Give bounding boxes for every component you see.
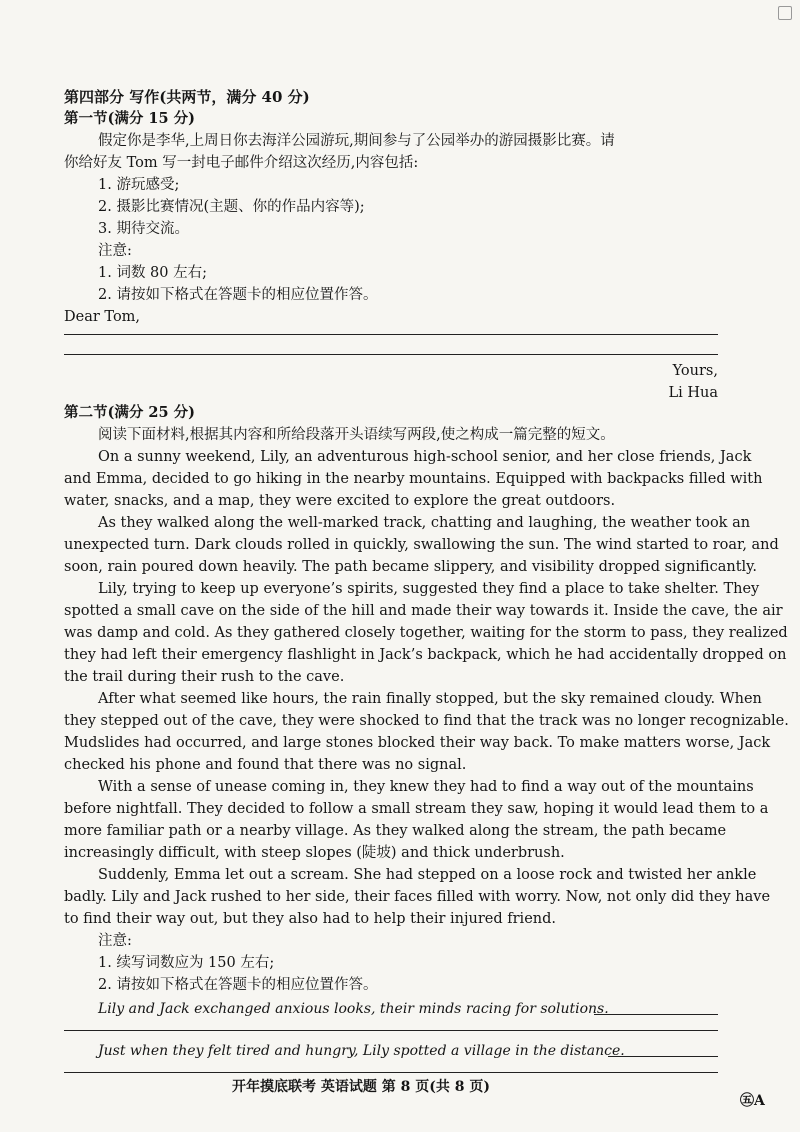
section1-point: 2. 摄影比赛情况(主题、你的作品内容等); xyxy=(98,199,365,215)
passage-line: Suddenly, Emma let out a scream. She had stepped on a loose rock and twisted her ankle xyxy=(98,867,757,883)
section1-prompt-line2: 你给好友 Tom 写一封电子邮件介绍这次经历,内容包括: xyxy=(64,155,419,171)
passage-line: Mudslides had occurred, and large stones blocked their way back. To make matters worse, Jack xyxy=(64,735,771,751)
continuation-para1-start: Lily and Jack exchanged anxious looks, their minds racing for solutions. xyxy=(98,1001,609,1017)
passage-line: soon, rain poured down heavily. The path became slippery, and visibility dropped significantly. xyxy=(64,559,758,575)
answer-blank xyxy=(608,1056,718,1057)
corner-mark xyxy=(778,6,792,20)
letter-greeting: Dear Tom, xyxy=(64,309,141,325)
answer-line xyxy=(64,1030,718,1031)
answer-line xyxy=(64,354,718,355)
continuation-para2-start: Just when they felt tired and hungry, Lily spotted a village in the distance. xyxy=(98,1043,625,1059)
passage-line: water, snacks, and a map, they were excited to explore the great outdoors. xyxy=(64,493,616,509)
part4-heading: 第四部分 写作(共两节，满分 40 分) xyxy=(64,88,310,106)
passage-line: On a sunny weekend, Lily, an adventurous high-school senior, and her close friends, Jack xyxy=(98,449,752,465)
section2-title: 第二节(满分 25 分) xyxy=(64,404,195,421)
section1-point: 3. 期待交流。 xyxy=(98,221,189,237)
passage-line: After what seemed like hours, the rain finally stopped, but the sky remained cloudy. When xyxy=(98,691,762,707)
letter-closing: Yours, xyxy=(672,363,718,379)
section1-note-label: 注意: xyxy=(98,243,132,259)
passage-line: With a sense of unease coming in, they knew they had to find a way out of the mountains xyxy=(98,779,754,795)
section1-point: 1. 游玩感受; xyxy=(98,177,180,193)
passage-line: was damp and cold. As they gathered closely together, waiting for the storm to pass, they realized xyxy=(64,625,788,641)
passage-line: before nightfall. They decided to follow a small stream they saw, hoping it would lead them to a xyxy=(64,801,769,817)
passage-line: Lily, trying to keep up everyone’s spirits, suggested they find a place to take shelter. They xyxy=(98,581,760,597)
passage-line: more familiar path or a nearby village. As they walked along the stream, the path became xyxy=(64,823,727,839)
page-footer: 开年摸底联考 英语试题 第 8 页(共 8 页) xyxy=(232,1079,490,1095)
passage-line: unexpected turn. Dark clouds rolled in quickly, swallowing the sun. The wind started to roar, and xyxy=(64,537,779,553)
answer-blank xyxy=(594,1014,718,1015)
answer-line xyxy=(64,334,718,335)
passage-line: As they walked along the well-marked track, chatting and laughing, the weather took an xyxy=(98,515,751,531)
answer-line xyxy=(64,1072,718,1073)
section2-note: 2. 请按如下格式在答题卡的相应位置作答。 xyxy=(98,977,378,993)
passage-line: they stepped out of the cave, they were shocked to find that the track was no longer recognizable. xyxy=(64,713,789,729)
section2-note-label: 注意: xyxy=(98,933,132,949)
section2-instruction: 阅读下面材料,根据其内容和所给段落开头语续写两段,使之构成一篇完整的短文。 xyxy=(98,427,615,443)
section1-prompt-line1: 假定你是李华,上周日你去海洋公园游玩,期间参与了公园举办的游园摄影比赛。请 xyxy=(98,133,615,149)
passage-line: to find their way out, but they also had to help their injured friend. xyxy=(64,911,557,927)
section1-note: 2. 请按如下格式在答题卡的相应位置作答。 xyxy=(98,287,378,303)
passage-line: they had left their emergency flashlight in Jack’s backpack, which he had accidentally dropped on xyxy=(64,647,787,663)
section2-note: 1. 续写词数应为 150 左右; xyxy=(98,955,275,971)
passage-line: checked his phone and found that there was no signal. xyxy=(64,757,467,773)
section1-title: 第一节(满分 15 分) xyxy=(64,110,195,127)
passage-line: the trail during their rush to the cave. xyxy=(64,669,345,685)
letter-signature: Li Hua xyxy=(668,385,718,401)
passage-line: increasingly difficult, with steep slopes (陡坡) and thick underbrush. xyxy=(64,845,565,861)
passage-line: spotted a small cave on the side of the hill and made their way towards it. Inside the cave, the air xyxy=(64,603,783,619)
paper-version-mark: ㊄A xyxy=(740,1093,765,1109)
passage-line: and Emma, decided to go hiking in the nearby mountains. Equipped with backpacks filled with xyxy=(64,471,763,487)
section1-note: 1. 词数 80 左右; xyxy=(98,265,207,281)
passage-line: badly. Lily and Jack rushed to her side, their faces filled with worry. Now, not only did they have xyxy=(64,889,771,905)
